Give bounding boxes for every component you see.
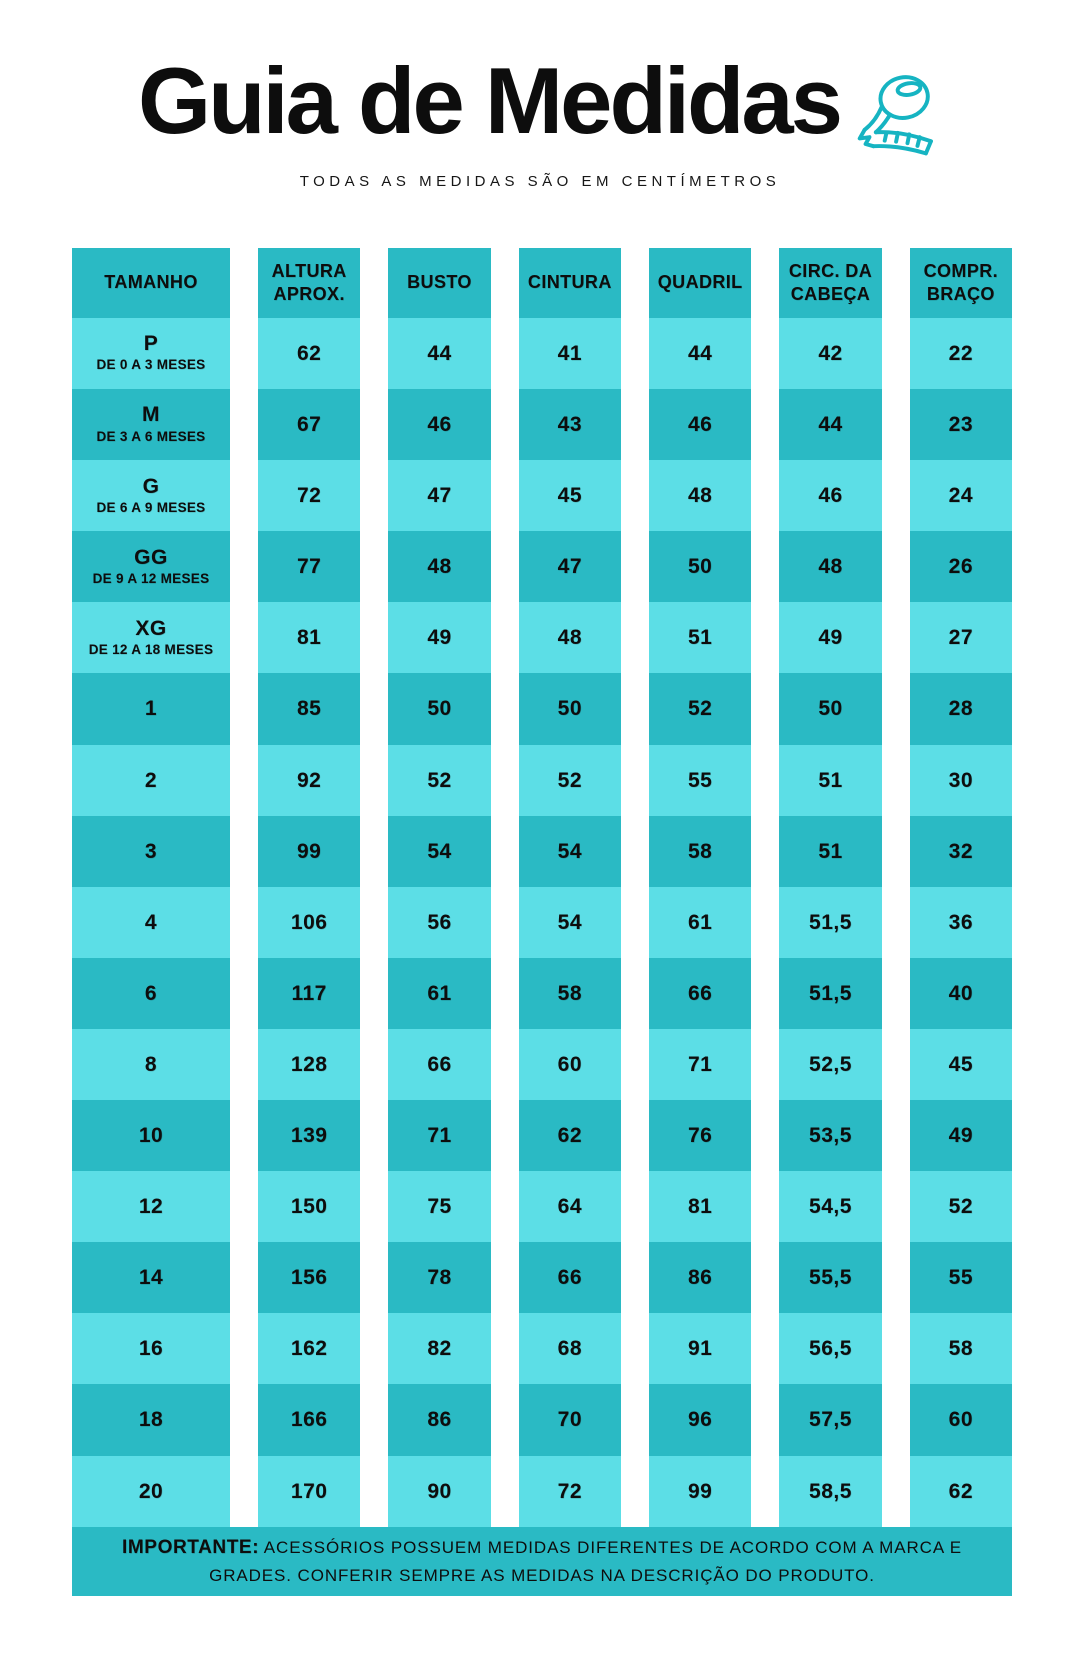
measurement-value: 52 [557,768,582,792]
value-cell [388,887,490,958]
page-subtitle: TODAS AS MEDIDAS SÃO EM CENTÍMETROS [299,173,781,190]
measurement-value: 58 [557,981,582,1005]
value-cell [258,1171,360,1242]
value-cell [649,1313,751,1384]
measurement-value: 139 [290,1124,328,1148]
value-cell [258,460,360,531]
measurement-value: 54 [557,910,582,934]
measurement-value: 50 [427,697,452,721]
measurement-value: 46 [687,413,713,437]
measurement-value: 156 [290,1266,328,1290]
value-cell [779,887,881,958]
column-header-label: QUADRIL [657,272,743,293]
value-cell [910,673,1012,744]
value-cell [649,673,751,744]
measurement-value: 68 [557,1337,582,1361]
value-cell [779,389,881,460]
value-cell [258,816,360,887]
size-cell [72,1171,230,1242]
value-cell [779,1029,881,1100]
measurement-value: 90 [427,1479,452,1503]
age-range-label: DE 0 A 3 MESES [96,357,206,373]
value-cell [910,1313,1012,1384]
value-cell [388,745,490,816]
value-cell [649,1029,751,1100]
column-header-6 [910,248,1012,318]
age-range-label: DE 3 A 6 MESES [96,428,206,444]
measurement-value: 54 [427,839,452,863]
value-cell [519,1456,621,1527]
measurement-value: 50 [818,697,843,721]
measurement-value: 162 [290,1337,328,1361]
measurement-value: 81 [687,1195,713,1219]
column-header-label: COMPR. BRAÇO [923,260,999,304]
value-cell [519,1313,621,1384]
value-cell [779,1456,881,1527]
measurement-value: 72 [557,1479,582,1503]
size-cell [72,1384,230,1455]
measurement-value: 47 [557,555,582,579]
size-label: 16 [138,1337,164,1361]
value-cell [388,1100,490,1171]
value-cell [388,1171,490,1242]
value-cell [649,887,751,958]
value-cell [779,1384,881,1455]
size-label: 6 [144,981,158,1005]
measurement-value: 62 [948,1479,973,1503]
size-cell [72,531,230,602]
value-cell [258,1313,360,1384]
value-cell [910,460,1012,531]
measurement-value: 44 [687,342,713,365]
value-cell [779,816,881,887]
measurement-value: 64 [557,1195,582,1219]
column-header-3 [519,248,621,318]
value-cell [258,531,360,602]
important-note-bar [72,1527,1012,1596]
measurement-value: 75 [427,1195,452,1219]
measurement-value: 51 [818,768,843,792]
measurement-value: 45 [557,484,582,508]
important-note-text [92,1534,992,1588]
value-cell [649,745,751,816]
value-cell [779,673,881,744]
measurement-value: 55 [948,1266,973,1290]
measurement-value: 32 [948,839,973,863]
measurement-value: 82 [427,1337,452,1361]
value-cell [910,745,1012,816]
size-cell [72,958,230,1029]
measurement-value: 58,5 [809,1479,852,1503]
measurement-value: 40 [948,981,973,1005]
value-cell [779,958,881,1029]
size-label: GG [134,545,168,569]
measurement-value: 50 [557,697,582,721]
measurement-value: 48 [687,484,713,508]
value-cell [388,1242,490,1313]
value-cell [519,745,621,816]
measurement-value: 70 [557,1408,582,1432]
value-cell [519,1029,621,1100]
value-cell [649,531,751,602]
value-cell [779,1313,881,1384]
value-cell [519,318,621,389]
size-label: 3 [144,839,158,863]
size-label: P [143,332,159,356]
measurement-value: 128 [290,1052,328,1076]
measurement-value: 58 [948,1337,973,1361]
value-cell [258,318,360,389]
value-cell [519,1242,621,1313]
column-header-5 [779,248,881,318]
measurement-value: 99 [296,839,322,863]
measurement-value: 36 [948,910,973,934]
size-cell [72,816,230,887]
size-label: M [142,403,160,427]
size-label: 20 [138,1479,164,1503]
size-label: G [142,474,160,498]
measurement-value: 56,5 [809,1337,852,1361]
measurement-value: 61 [687,910,713,934]
measurement-value: 42 [818,342,843,365]
size-cell [72,1029,230,1100]
value-cell [388,1313,490,1384]
size-cell [72,1313,230,1384]
value-cell [779,318,881,389]
value-cell [649,816,751,887]
measurement-value: 27 [948,626,973,650]
measurement-value: 44 [818,413,843,437]
measurement-value: 71 [687,1052,713,1076]
value-cell [649,1100,751,1171]
size-label: 1 [144,697,158,721]
measurement-value: 85 [296,697,322,721]
value-cell [388,389,490,460]
value-cell [519,1100,621,1171]
age-range-label: DE 9 A 12 MESES [92,570,210,586]
measurement-value: 44 [427,342,452,365]
value-cell [519,673,621,744]
measurement-value: 48 [557,626,582,650]
measurement-value: 117 [291,981,327,1005]
measurement-value: 51,5 [809,981,852,1005]
age-range-label: DE 12 A 18 MESES [88,641,214,657]
measurement-value: 58 [687,839,713,863]
value-cell [910,1384,1012,1455]
measurement-value: 49 [427,626,452,650]
measurement-value: 41 [557,342,582,365]
value-cell [649,389,751,460]
measurement-value: 54 [557,839,582,863]
size-cell [72,673,230,744]
value-cell [779,531,881,602]
page-title: Guia de Medidas [138,48,840,153]
value-cell [649,460,751,531]
value-cell [649,958,751,1029]
size-label: XG [135,616,167,640]
value-cell [258,1100,360,1171]
value-cell [779,460,881,531]
measurement-value: 57,5 [809,1408,852,1432]
value-cell [910,389,1012,460]
value-cell [258,602,360,673]
measurement-value: 170 [290,1479,328,1503]
measurement-value: 62 [296,342,322,365]
size-label: 12 [138,1195,164,1219]
measurement-value: 150 [290,1195,328,1219]
value-cell [910,1456,1012,1527]
value-cell [910,1100,1012,1171]
value-cell [388,958,490,1029]
measurement-value: 46 [427,413,452,437]
value-cell [388,1029,490,1100]
measurement-value: 86 [687,1266,713,1290]
value-cell [519,816,621,887]
size-cell [72,460,230,531]
measurement-value: 26 [948,555,973,579]
value-cell [649,602,751,673]
measurement-value: 66 [427,1052,452,1076]
important-body: ACESSÓRIOS POSSUEM MEDIDAS DIFERENTES DE ACORDO COM A MARCA E GRADES. CONFERIR SEMPRE AS MEDIDAS NA DESCRIÇÃO DO PRODUTO. [209,1538,962,1585]
size-label: 18 [138,1408,164,1432]
measurement-value: 60 [557,1052,582,1076]
measurement-value: 55,5 [809,1266,852,1290]
column-header-4 [649,248,751,318]
value-cell [258,1242,360,1313]
measurement-value: 49 [948,1124,973,1148]
value-cell [388,531,490,602]
measurement-value: 46 [818,484,843,508]
column-header-label: TAMANHO [104,272,198,293]
measurement-value: 50 [687,555,713,579]
value-cell [519,887,621,958]
measurement-value: 96 [687,1408,713,1432]
important-label: IMPORTANTE: [122,1537,260,1559]
size-label: 2 [144,768,158,792]
measurement-value: 81 [296,626,322,650]
value-cell [388,1456,490,1527]
measurement-value: 51 [818,839,843,863]
measurement-value: 66 [557,1266,582,1290]
value-cell [910,318,1012,389]
column-header-label: ALTURA APROX. [271,260,347,304]
measurement-value: 76 [687,1124,713,1148]
measurement-value: 43 [557,413,582,437]
measurement-value: 52 [427,768,452,792]
measurement-value: 52 [687,697,713,721]
measurement-value: 24 [948,484,973,508]
size-label: 14 [138,1266,164,1290]
value-cell [388,816,490,887]
measurement-value: 48 [818,555,843,579]
value-cell [910,1171,1012,1242]
size-cell [72,887,230,958]
value-cell [779,1100,881,1171]
measurement-value: 56 [427,910,452,934]
column-header-1 [258,248,360,318]
measurement-value: 22 [948,342,973,365]
measurement-value: 61 [427,981,452,1005]
measurement-value: 99 [687,1479,713,1503]
value-cell [258,673,360,744]
value-cell [388,1384,490,1455]
size-cell [72,389,230,460]
value-cell [910,602,1012,673]
measurement-value: 67 [296,413,322,437]
value-cell [779,1171,881,1242]
measurement-value: 92 [296,768,322,792]
measurement-value: 54,5 [809,1195,852,1219]
value-cell [519,531,621,602]
value-cell [388,318,490,389]
size-table [72,248,1012,1527]
value-cell [388,602,490,673]
measurement-value: 52 [948,1195,973,1219]
measurement-value: 51 [687,626,713,650]
measurement-value: 91 [687,1337,713,1361]
value-cell [388,673,490,744]
measurement-value: 53,5 [809,1124,852,1148]
value-cell [779,745,881,816]
measurement-value: 78 [427,1266,452,1290]
measurement-value: 49 [818,626,843,650]
value-cell [519,602,621,673]
measurement-value: 45 [948,1052,973,1076]
value-cell [910,887,1012,958]
measurement-value: 71 [427,1124,452,1148]
value-cell [779,1242,881,1313]
value-cell [910,1029,1012,1100]
value-cell [779,602,881,673]
title-row [0,48,1080,160]
value-cell [258,1456,360,1527]
value-cell [519,460,621,531]
measurement-value: 51,5 [809,910,852,934]
measurement-value: 166 [290,1408,328,1432]
age-range-label: DE 6 A 9 MESES [96,499,206,515]
size-cell [72,1100,230,1171]
measurement-value: 55 [687,768,713,792]
value-cell [519,389,621,460]
value-cell [258,745,360,816]
measurement-value: 60 [948,1408,973,1432]
value-cell [649,1242,751,1313]
size-label: 8 [144,1052,158,1076]
column-header-label: BUSTO [407,272,472,293]
measurement-value: 23 [948,413,973,437]
measuring-tape-icon [854,68,942,160]
value-cell [910,1242,1012,1313]
value-cell [258,389,360,460]
measurement-value: 72 [296,484,322,508]
measurement-value: 62 [557,1124,582,1148]
value-cell [910,816,1012,887]
column-header-label: CIRC. DA CABEÇA [788,260,873,304]
size-label: 10 [138,1124,164,1148]
value-cell [649,1456,751,1527]
value-cell [519,1171,621,1242]
value-cell [649,1384,751,1455]
column-header-label: CINTURA [527,272,612,293]
size-cell [72,745,230,816]
value-cell [258,958,360,1029]
measurement-value: 86 [427,1408,452,1432]
measurement-value: 28 [948,697,973,721]
measurement-value: 106 [290,910,328,934]
value-cell [519,958,621,1029]
value-cell [388,460,490,531]
size-label: 4 [144,910,158,934]
size-cell [72,602,230,673]
column-header-2 [388,248,490,318]
measurement-value: 77 [296,555,322,579]
size-cell [72,1242,230,1313]
value-cell [910,531,1012,602]
measurement-value: 66 [687,981,713,1005]
value-cell [649,1171,751,1242]
column-header-0 [72,248,230,318]
value-cell [258,1384,360,1455]
size-cell [72,1456,230,1527]
value-cell [258,1029,360,1100]
page-header [0,0,1080,190]
measurement-value: 48 [427,555,452,579]
value-cell [910,958,1012,1029]
measurement-value: 52,5 [809,1052,852,1076]
value-cell [258,887,360,958]
measurement-value: 47 [427,484,452,508]
value-cell [519,1384,621,1455]
value-cell [649,318,751,389]
measurement-value: 30 [948,768,973,792]
size-cell [72,318,230,389]
